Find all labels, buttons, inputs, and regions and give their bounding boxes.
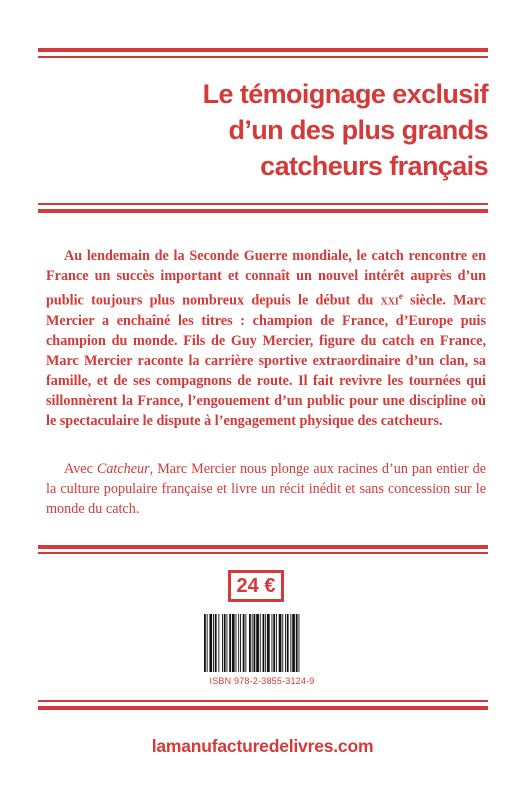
century-numeral: xxi bbox=[380, 292, 399, 309]
isbn-label: ISBN 978-2-3855-3124-9 bbox=[209, 676, 315, 686]
blurb-paragraph bbox=[46, 246, 486, 431]
price-label: 24 € bbox=[236, 574, 276, 597]
headline-line-2: d’un des plus grands bbox=[228, 115, 488, 145]
bottom-rule-thin bbox=[38, 552, 488, 554]
footer-rule-thin bbox=[38, 700, 488, 702]
headline bbox=[38, 76, 488, 184]
closing-rest: , Marc Mercier nous plonge aux racines d’un pan entier de la culture populaire française et livre un récit inédit et sans concession sur le monde du catch. bbox=[46, 461, 486, 517]
closing-lead: Avec bbox=[64, 461, 97, 477]
headline-line-1: Le témoignage exclusif bbox=[202, 79, 488, 109]
bottom-rule-thick bbox=[38, 545, 488, 549]
headline-rule-thin bbox=[38, 203, 488, 205]
blurb-text: Au lendemain de la Seconde Guerre mondiale, le catch rencontre en France un succès important et connaît un nouvel intérêt auprès d’un public toujours plus nombreux depuis le début du xxi bbox=[46, 248, 486, 309]
top-rule-thick bbox=[38, 48, 488, 52]
publisher-website[interactable]: lamanufacturedelivres.com bbox=[151, 736, 374, 756]
price-badge bbox=[228, 570, 284, 602]
headline-line-3: catcheurs français bbox=[260, 151, 488, 181]
closing-paragraph bbox=[46, 459, 486, 519]
footer-rule-thick bbox=[38, 706, 488, 710]
top-rule-thin bbox=[38, 56, 488, 58]
century-suffix: e bbox=[398, 291, 403, 301]
headline-rule-thick bbox=[38, 209, 488, 213]
barcode bbox=[201, 612, 323, 674]
blurb-text-after: siècle. Marc Mercier a enchaîné les titres : champion de France, d’Europe puis champion du monde. Fils de Guy Mercier, figure du catch en France, Marc Mercier raconte la carrière sportive extraordinaire d’un clan, sa famille, et de ses compagnons de route. Il fait revivre les tournées qui sillonnèrent la France, l’engouement d’un public pour une discipline où le spectaculaire le dispute à l’engagement physique des catcheurs. bbox=[46, 292, 486, 429]
book-title: Catcheur bbox=[96, 461, 150, 477]
